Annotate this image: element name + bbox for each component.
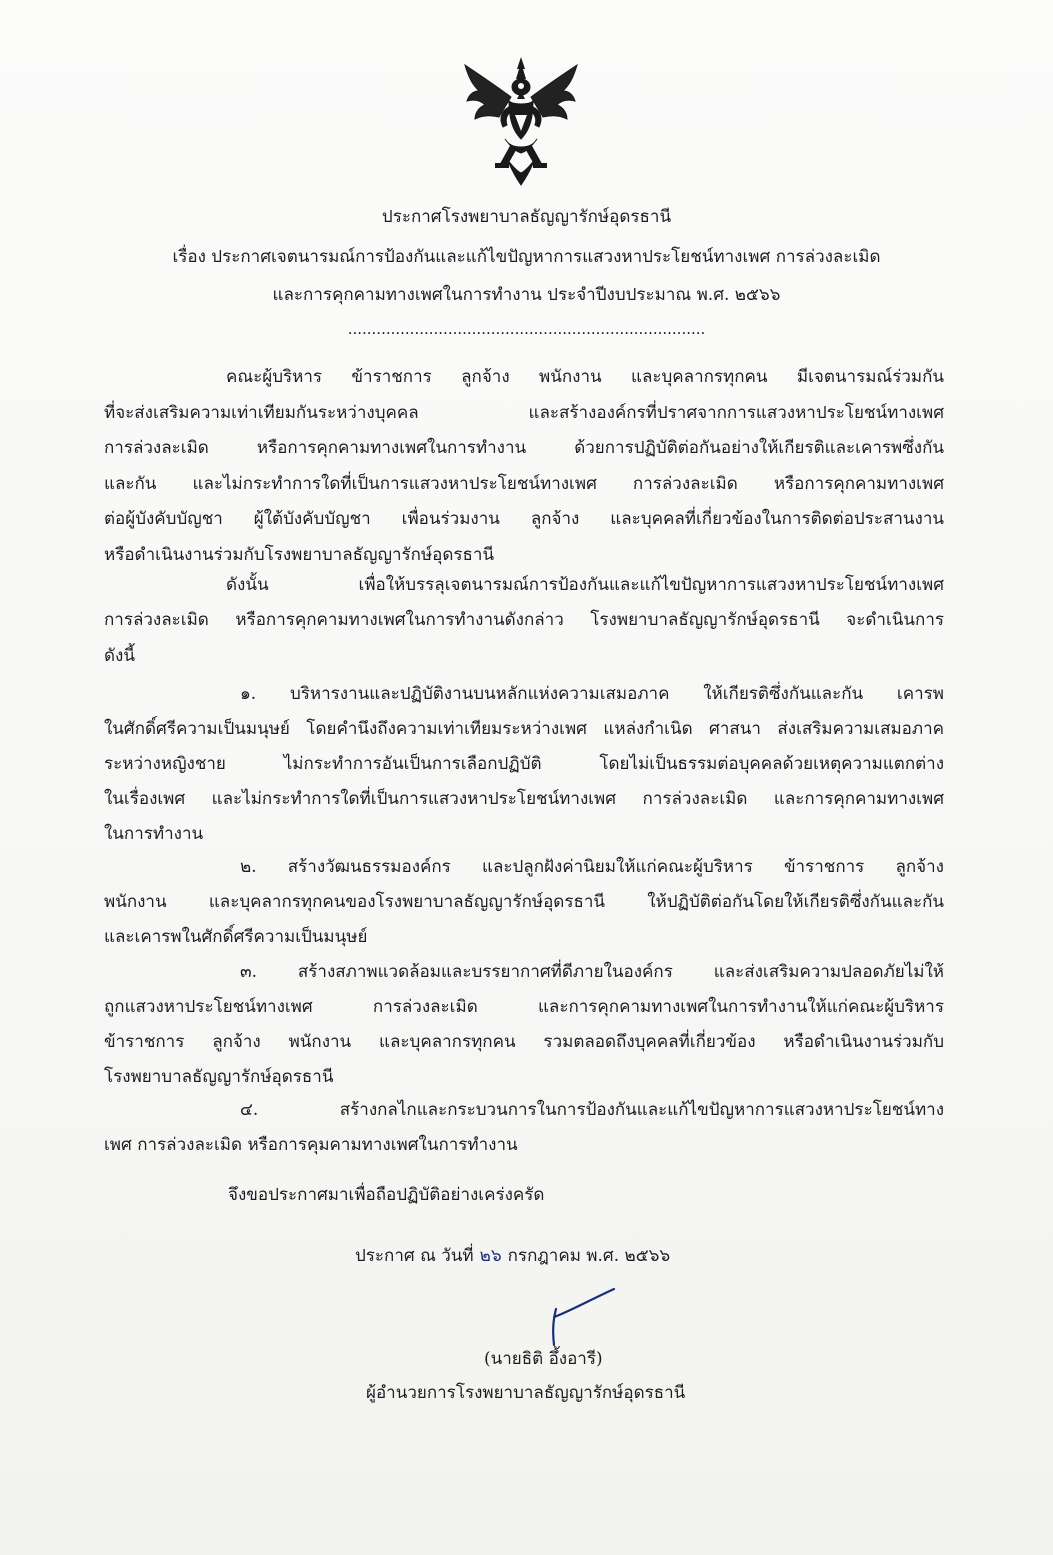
list-item-1: ๑. บริหารงานและปฏิบัติงานบนหลักแห่งความเสมอภาค ให้เกียรติซึ่งกันและกัน เคารพ xyxy=(240,684,944,704)
signer-name: (นายธิติ อึ้งอารี) xyxy=(484,1349,603,1369)
document-subject: เรื่อง ประกาศเจตนารมณ์การป้องกันและแก้ไขปัญหาการแสวงหาประโยชน์ทางเพศ การล่วงละเมิด xyxy=(172,247,881,267)
list-item-line: ถูกแสวงหาประโยชน์ทางเพศ การล่วงละเมิด และการคุกคามทางเพศในการทำงานให้แก่คณะผู้บริหาร xyxy=(104,997,944,1017)
list-item-line: โรงพยาบาลธัญญารักษ์อุดรธานี xyxy=(104,1067,334,1087)
signature-icon xyxy=(548,1287,620,1351)
paragraph-line: หรือดำเนินงานร่วมกับโรงพยาบาลธัญญารักษ์อุดรธานี xyxy=(104,545,495,565)
signer-title: ผู้อำนวยการโรงพยาบาลธัญญารักษ์อุดรธานี xyxy=(366,1383,686,1403)
paragraph-line: ต่อผู้บังคับบัญชา ผู้ใต้บังคับบัญชา เพื่อนร่วมงาน ลูกจ้าง และบุคคลที่เกี่ยวข้องในการติดต่อประสานงาน xyxy=(104,509,944,529)
list-item-line: เพศ การล่วงละเมิด หรือการคุมคามทางเพศในการทำงาน xyxy=(104,1135,518,1155)
title-separator: ........................................................................... xyxy=(347,320,706,338)
list-item-4: ๔. สร้างกลไกและกระบวนการในการป้องกันและแก้ไขปัญหาการแสวงหาประโยชน์ทาง xyxy=(240,1100,944,1120)
list-item-line: และเคารพในศักดิ์ศรีความเป็นมนุษย์ xyxy=(104,927,368,947)
paragraph-line: ดังนั้น เพื่อให้บรรลุเจตนารมณ์การป้องกันและแก้ไขปัญหาการแสวงหาประโยชน์ทางเพศ xyxy=(226,575,944,595)
list-item-line: พนักงาน และบุคลากรทุกคนของโรงพยาบาลธัญญารักษ์อุดรธานี ให้ปฏิบัติต่อกันโดยให้เกียรติซึ่งกันและกัน xyxy=(104,892,944,912)
paragraph-line: การล่วงละเมิด หรือการคุกคามทางเพศในการทำงานดังกล่าว โรงพยาบาลธัญญารักษ์อุดรธานี จะดำเนินการ xyxy=(104,610,944,630)
paragraph-line: ที่จะส่งเสริมความเท่าเทียมกันระหว่างบุคคล และสร้างองค์กรที่ปราศจากการแสวงหาประโยชน์ทางเพศ xyxy=(104,403,944,423)
paragraph-line: คณะผู้บริหาร ข้าราชการ ลูกจ้าง พนักงาน และบุคลากรทุกคน มีเจตนารมณ์ร่วมกัน xyxy=(226,367,944,387)
list-item-line: ในการทำงาน xyxy=(104,824,204,844)
list-item-2: ๒. สร้างวัฒนธรรมองค์กร และปลูกฝังค่านิยมให้แก่คณะผู้บริหาร ข้าราชการ ลูกจ้าง xyxy=(240,857,944,877)
list-item-line: ในศักดิ์ศรีความเป็นมนุษย์ โดยคำนึงถึงความเท่าเทียมระหว่างเพศ แหล่งกำเนิด ศาสนา ส่งเสริมความเสมอภาค xyxy=(104,719,944,739)
document-title: ประกาศโรงพยาบาลธัญญารักษ์อุดรธานี xyxy=(381,207,672,227)
date-suffix: กรกฎาคม พ.ศ. ๒๕๖๖ xyxy=(507,1246,671,1266)
document-subject-line2: และการคุกคามทางเพศในการทำงาน ประจำปีงบประมาณ พ.ศ. ๒๕๖๖ xyxy=(272,285,781,305)
list-item-3: ๓. สร้างสภาพแวดล้อมและบรรยากาศที่ดีภายในองค์กร และส่งเสริมความปลอดภัยไม่ให้ xyxy=(240,962,944,982)
announcement-date xyxy=(355,1245,670,1267)
paragraph-line: และกัน และไม่กระทำการใดที่เป็นการแสวงหาประโยชน์ทางเพศ การล่วงละเมิด หรือการคุกคามทางเพศ xyxy=(104,474,944,494)
paragraph-line: การล่วงละเมิด หรือการคุกคามทางเพศในการทำงาน ด้วยการปฏิบัติต่อกันอย่างให้เกียรติและเคารพซึ่งกัน xyxy=(104,438,944,458)
closing-statement: จึงขอประกาศมาเพื่อถือปฏิบัติอย่างเคร่งครัด xyxy=(228,1185,545,1205)
date-day: ๒๖ xyxy=(479,1246,502,1266)
date-prefix: ประกาศ ณ วันที่ xyxy=(355,1246,474,1266)
list-item-line: ในเรื่องเพศ และไม่กระทำการใดที่เป็นการแสวงหาประโยชน์ทางเพศ การล่วงละเมิด และการคุกคามทางเพศ xyxy=(104,789,944,809)
list-item-line: ข้าราชการ ลูกจ้าง พนักงาน และบุคลากรทุกคน รวมตลอดถึงบุคคลที่เกี่ยวข้อง หรือดำเนินงานร่วมกับ xyxy=(104,1032,944,1052)
paragraph-line: ดังนี้ xyxy=(104,646,135,666)
garuda-emblem-icon xyxy=(455,55,587,191)
list-item-line: ระหว่างหญิงชาย ไม่กระทำการอันเป็นการเลือกปฏิบัติ โดยไม่เป็นธรรมต่อบุคคลด้วยเหตุความแตกต่าง xyxy=(104,754,944,774)
